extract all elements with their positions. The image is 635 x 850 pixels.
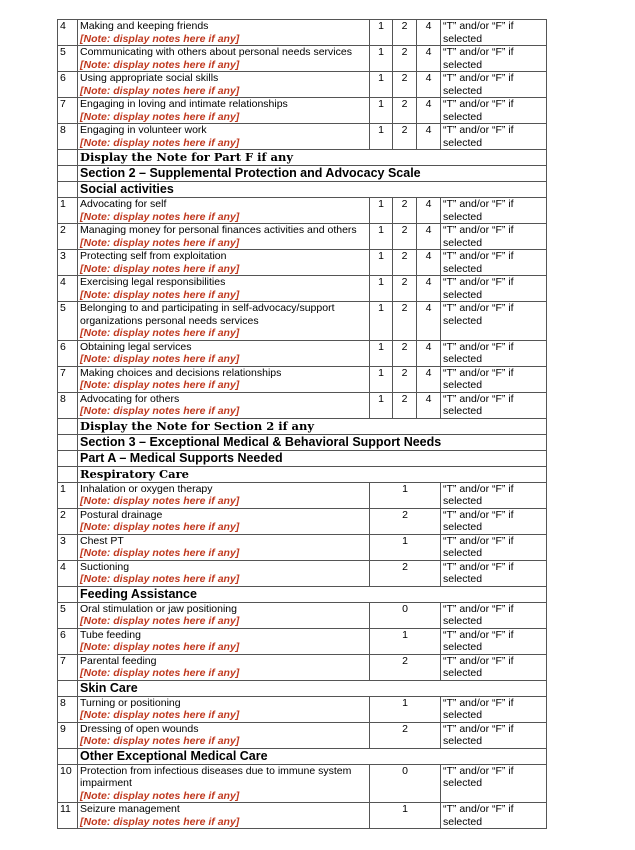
tf-text-selected: selected [443, 735, 483, 747]
item-label: Engaging in volunteer work [80, 124, 207, 136]
score-option[interactable]: 4 [417, 72, 441, 98]
tf-text-selected: selected [443, 84, 483, 97]
tf-cell [441, 250, 547, 276]
form-body [58, 20, 547, 829]
tf-cell [441, 534, 547, 560]
item-row [58, 508, 547, 534]
tf-text-selected: selected [443, 667, 483, 679]
item-label: Inhalation or oxygen therapy [80, 482, 213, 495]
tf-text: “T” and/or “F” if [443, 198, 514, 210]
item-cell [78, 560, 370, 586]
tf-text-selected: selected [443, 547, 483, 559]
header-empty-cell [58, 680, 78, 696]
item-note: [Note: display notes here if any] [80, 521, 240, 533]
score-option[interactable]: 2 [393, 276, 417, 302]
item-label: Oral stimulation or jaw positioning [80, 602, 237, 615]
item-cell [78, 72, 370, 98]
item-label: Turning or positioning [80, 696, 181, 709]
score-option[interactable]: 1 [370, 46, 393, 72]
item-cell [78, 602, 370, 628]
tf-text: “T” and/or “F” if [443, 72, 514, 84]
tf-text-selected: selected [443, 136, 483, 149]
tf-text-selected: selected [443, 641, 483, 653]
score-option[interactable]: 2 [393, 198, 417, 224]
section-header: Respiratory Care [78, 466, 547, 482]
tf-cell [441, 482, 547, 508]
item-row [58, 392, 547, 418]
tf-text: “T” and/or “F” if [443, 224, 514, 236]
item-number: 8 [58, 124, 78, 150]
score-option[interactable]: 1 [370, 224, 393, 250]
score-option[interactable]: 2 [393, 340, 417, 366]
item-number: 6 [58, 340, 78, 366]
tf-text-selected: selected [443, 709, 483, 721]
tf-cell [441, 72, 547, 98]
tf-text: “T” and/or “F” if [443, 508, 514, 521]
tf-cell [441, 696, 547, 722]
item-note: [Note: display notes here if any] [80, 262, 240, 275]
section-header: Skin Care [78, 680, 547, 696]
item-label: Protecting self from exploitation [80, 250, 227, 262]
tf-text-selected: selected [443, 58, 483, 71]
tf-text: “T” and/or “F” if [443, 482, 514, 495]
item-row [58, 124, 547, 150]
score-option[interactable]: 4 [417, 392, 441, 418]
item-note: [Note: display notes here if any] [80, 709, 240, 721]
item-label: Tube feeding [80, 628, 141, 641]
item-label: Engaging in loving and intimate relationships [80, 98, 288, 110]
tf-cell [441, 198, 547, 224]
item-note: [Note: display notes here if any] [80, 815, 240, 828]
item-label: Parental feeding [80, 654, 157, 667]
tf-text: “T” and/or “F” if [443, 276, 514, 288]
item-number: 2 [58, 508, 78, 534]
tf-cell [441, 20, 547, 46]
tf-cell [441, 628, 547, 654]
item-label: Exercising legal responsibilities [80, 276, 226, 288]
item-number: 1 [58, 198, 78, 224]
item-note: [Note: display notes here if any] [80, 667, 240, 679]
header-empty-cell [58, 150, 78, 166]
tf-text: “T” and/or “F” if [443, 20, 514, 32]
score-value: 2 [370, 508, 441, 534]
tf-cell [441, 98, 547, 124]
tf-text: “T” and/or “F” if [443, 46, 514, 58]
item-cell [78, 340, 370, 366]
score-value: 1 [370, 803, 441, 829]
tf-text: “T” and/or “F” if [443, 654, 514, 667]
item-label: Dressing of open wounds [80, 722, 199, 735]
tf-text: “T” and/or “F” if [443, 98, 514, 110]
tf-cell [441, 366, 547, 392]
item-cell [78, 46, 370, 72]
item-number: 5 [58, 46, 78, 72]
item-row [58, 46, 547, 72]
header-empty-cell [58, 182, 78, 198]
tf-cell [441, 803, 547, 829]
header-empty-cell [58, 450, 78, 466]
item-row [58, 654, 547, 680]
item-cell [78, 696, 370, 722]
section-header-row [58, 150, 547, 166]
tf-cell [441, 392, 547, 418]
item-label: Advocating for others [80, 392, 180, 405]
item-cell [78, 654, 370, 680]
item-label: Managing money for personal finances activities and others [80, 224, 357, 236]
score-option[interactable]: 1 [370, 20, 393, 46]
tf-text-selected: selected [443, 615, 483, 627]
score-option[interactable]: 2 [393, 98, 417, 124]
tf-cell [441, 302, 547, 341]
item-cell [78, 250, 370, 276]
item-cell [78, 392, 370, 418]
section-header-row [58, 586, 547, 602]
item-cell [78, 722, 370, 748]
section-header-row [58, 434, 547, 450]
score-value: 1 [370, 696, 441, 722]
item-note: [Note: display notes here if any] [80, 288, 240, 301]
tf-text-selected: selected [443, 815, 483, 828]
item-row [58, 534, 547, 560]
tf-cell [441, 340, 547, 366]
item-row [58, 340, 547, 366]
section-header-row [58, 166, 547, 182]
tf-text: “T” and/or “F” if [443, 340, 514, 353]
section-header: Other Exceptional Medical Care [78, 748, 547, 764]
item-cell [78, 803, 370, 829]
item-number: 5 [58, 602, 78, 628]
item-label: Advocating for self [80, 198, 167, 210]
item-cell [78, 764, 370, 803]
item-row [58, 20, 547, 46]
section-header-row [58, 466, 547, 482]
item-note: [Note: display notes here if any] [80, 405, 240, 417]
item-number: 4 [58, 276, 78, 302]
item-row [58, 764, 547, 803]
tf-cell [441, 508, 547, 534]
item-row [58, 224, 547, 250]
tf-text: “T” and/or “F” if [443, 722, 514, 735]
item-note: [Note: display notes here if any] [80, 495, 240, 507]
header-empty-cell [58, 166, 78, 182]
score-value: 2 [370, 560, 441, 586]
section-header: Section 3 – Exceptional Medical & Behavioral Support Needs [78, 434, 547, 450]
item-note: [Note: display notes here if any] [80, 573, 240, 585]
section-header: Part A – Medical Supports Needed [78, 450, 547, 466]
score-option[interactable]: 1 [370, 276, 393, 302]
tf-text: “T” and/or “F” if [443, 124, 514, 136]
item-cell [78, 276, 370, 302]
score-option[interactable]: 1 [370, 392, 393, 418]
tf-cell [441, 602, 547, 628]
tf-text-selected: selected [443, 262, 483, 275]
item-cell [78, 98, 370, 124]
item-number: 6 [58, 72, 78, 98]
tf-text: “T” and/or “F” if [443, 302, 514, 314]
score-option[interactable]: 1 [370, 98, 393, 124]
score-value: 1 [370, 482, 441, 508]
item-note: [Note: display notes here if any] [80, 84, 240, 97]
item-note: [Note: display notes here if any] [80, 236, 240, 249]
tf-cell [441, 276, 547, 302]
score-option[interactable]: 4 [417, 276, 441, 302]
item-label: Seizure management [80, 803, 180, 815]
section-header-row [58, 182, 547, 198]
item-note: [Note: display notes here if any] [80, 110, 240, 123]
tf-cell [441, 46, 547, 72]
score-option[interactable]: 2 [393, 20, 417, 46]
score-option[interactable]: 2 [393, 250, 417, 276]
item-cell [78, 198, 370, 224]
score-option[interactable]: 2 [393, 224, 417, 250]
item-number: 10 [58, 764, 78, 803]
item-row [58, 72, 547, 98]
item-number: 5 [58, 302, 78, 341]
tf-text: “T” and/or “F” if [443, 560, 514, 573]
item-number: 7 [58, 98, 78, 124]
section-header-row [58, 418, 547, 434]
section-header: Feeding Assistance [78, 586, 547, 602]
item-note: [Note: display notes here if any] [80, 32, 240, 45]
tf-text-selected: selected [443, 777, 483, 789]
header-empty-cell [58, 434, 78, 450]
score-option[interactable]: 4 [417, 250, 441, 276]
tf-text-selected: selected [443, 110, 483, 123]
header-empty-cell [58, 586, 78, 602]
item-row [58, 198, 547, 224]
tf-text-selected: selected [443, 32, 483, 45]
item-cell [78, 20, 370, 46]
item-label: Suctioning [80, 560, 130, 573]
score-option[interactable]: 1 [370, 366, 393, 392]
item-row [58, 560, 547, 586]
item-note: [Note: display notes here if any] [80, 735, 240, 747]
tf-text: “T” and/or “F” if [443, 803, 514, 815]
score-value: 0 [370, 602, 441, 628]
tf-cell [441, 722, 547, 748]
score-option[interactable]: 4 [417, 198, 441, 224]
item-note: [Note: display notes here if any] [80, 353, 240, 365]
item-number: 3 [58, 250, 78, 276]
item-row [58, 302, 547, 341]
section-header-row [58, 450, 547, 466]
section-header: Display the Note for Part F if any [78, 150, 547, 166]
item-note: [Note: display notes here if any] [80, 615, 240, 627]
item-number: 8 [58, 392, 78, 418]
item-number: 7 [58, 366, 78, 392]
score-option[interactable]: 2 [393, 366, 417, 392]
score-option[interactable]: 1 [370, 124, 393, 150]
score-value: 2 [370, 654, 441, 680]
item-row [58, 482, 547, 508]
tf-cell [441, 124, 547, 150]
item-cell [78, 224, 370, 250]
item-number: 6 [58, 628, 78, 654]
score-option[interactable]: 4 [417, 20, 441, 46]
section-header: Section 2 – Supplemental Protection and Advocacy Scale [78, 166, 547, 182]
item-cell [78, 534, 370, 560]
tf-text: “T” and/or “F” if [443, 250, 514, 262]
score-option[interactable]: 2 [393, 392, 417, 418]
item-number: 11 [58, 803, 78, 829]
tf-text: “T” and/or “F” if [443, 696, 514, 709]
item-row [58, 250, 547, 276]
tf-text-selected: selected [443, 495, 483, 507]
tf-cell [441, 764, 547, 803]
item-note: [Note: display notes here if any] [80, 379, 240, 391]
item-label: Protection from infectious diseases due to immune system impairment [80, 764, 352, 789]
score-option[interactable]: 4 [417, 224, 441, 250]
item-label: Postural drainage [80, 508, 163, 521]
score-value: 1 [370, 628, 441, 654]
score-option[interactable]: 4 [417, 340, 441, 366]
tf-text-selected: selected [443, 288, 483, 301]
tf-text-selected: selected [443, 210, 483, 223]
item-label: Making and keeping friends [80, 20, 209, 32]
item-cell [78, 366, 370, 392]
item-number: 1 [58, 482, 78, 508]
score-option[interactable]: 2 [393, 72, 417, 98]
item-row [58, 98, 547, 124]
item-row [58, 628, 547, 654]
score-option[interactable]: 4 [417, 366, 441, 392]
score-option[interactable]: 1 [370, 302, 393, 341]
tf-text: “T” and/or “F” if [443, 764, 514, 777]
item-note: [Note: display notes here if any] [80, 136, 240, 149]
score-option[interactable]: 1 [370, 340, 393, 366]
header-empty-cell [58, 418, 78, 434]
section-header: Social activities [78, 182, 547, 198]
item-number: 4 [58, 560, 78, 586]
score-option[interactable]: 1 [370, 250, 393, 276]
item-number: 8 [58, 696, 78, 722]
tf-cell [441, 224, 547, 250]
item-row [58, 722, 547, 748]
score-option[interactable]: 1 [370, 72, 393, 98]
item-label: Making choices and decisions relationships [80, 366, 282, 379]
score-value: 0 [370, 764, 441, 803]
score-option[interactable]: 4 [417, 98, 441, 124]
item-label: Communicating with others about personal needs services [80, 46, 352, 58]
section-header-row [58, 680, 547, 696]
score-option[interactable]: 2 [393, 46, 417, 72]
tf-text-selected: selected [443, 379, 483, 391]
score-option[interactable]: 4 [417, 46, 441, 72]
tf-text-selected: selected [443, 353, 483, 365]
tf-text: “T” and/or “F” if [443, 534, 514, 547]
score-option[interactable]: 4 [417, 124, 441, 150]
score-option[interactable]: 4 [417, 302, 441, 341]
tf-text-selected: selected [443, 521, 483, 533]
item-number: 2 [58, 224, 78, 250]
item-cell [78, 628, 370, 654]
score-option[interactable]: 2 [393, 302, 417, 341]
item-label: Using appropriate social skills [80, 72, 219, 84]
item-cell [78, 124, 370, 150]
tf-cell [441, 560, 547, 586]
assessment-form-table [57, 19, 547, 829]
item-label: Obtaining legal services [80, 340, 192, 353]
item-number: 4 [58, 20, 78, 46]
score-option[interactable]: 1 [370, 198, 393, 224]
tf-text: “T” and/or “F” if [443, 628, 514, 641]
tf-text-selected: selected [443, 314, 483, 327]
item-row [58, 602, 547, 628]
item-row [58, 276, 547, 302]
item-note: [Note: display notes here if any] [80, 210, 240, 223]
item-label: Chest PT [80, 534, 124, 547]
tf-cell [441, 654, 547, 680]
header-empty-cell [58, 466, 78, 482]
tf-text: “T” and/or “F” if [443, 602, 514, 615]
score-option[interactable]: 2 [393, 124, 417, 150]
item-note: [Note: display notes here if any] [80, 641, 240, 653]
item-note: [Note: display notes here if any] [80, 789, 240, 802]
item-cell [78, 302, 370, 341]
tf-text-selected: selected [443, 236, 483, 249]
item-row [58, 696, 547, 722]
item-row [58, 366, 547, 392]
item-note: [Note: display notes here if any] [80, 58, 240, 71]
section-header-row [58, 748, 547, 764]
tf-text: “T” and/or “F” if [443, 366, 514, 379]
tf-text: “T” and/or “F” if [443, 392, 514, 405]
item-number: 7 [58, 654, 78, 680]
score-value: 2 [370, 722, 441, 748]
item-note: [Note: display notes here if any] [80, 547, 240, 559]
item-number: 9 [58, 722, 78, 748]
item-cell [78, 482, 370, 508]
item-cell [78, 508, 370, 534]
item-number: 3 [58, 534, 78, 560]
item-note: [Note: display notes here if any] [80, 327, 240, 339]
header-empty-cell [58, 748, 78, 764]
tf-text-selected: selected [443, 573, 483, 585]
tf-text-selected: selected [443, 405, 483, 417]
section-header: Display the Note for Section 2 if any [78, 418, 547, 434]
item-label: Belonging to and participating in self-advocacy/support organizations personal needs services [80, 302, 335, 327]
score-value: 1 [370, 534, 441, 560]
item-row [58, 803, 547, 829]
